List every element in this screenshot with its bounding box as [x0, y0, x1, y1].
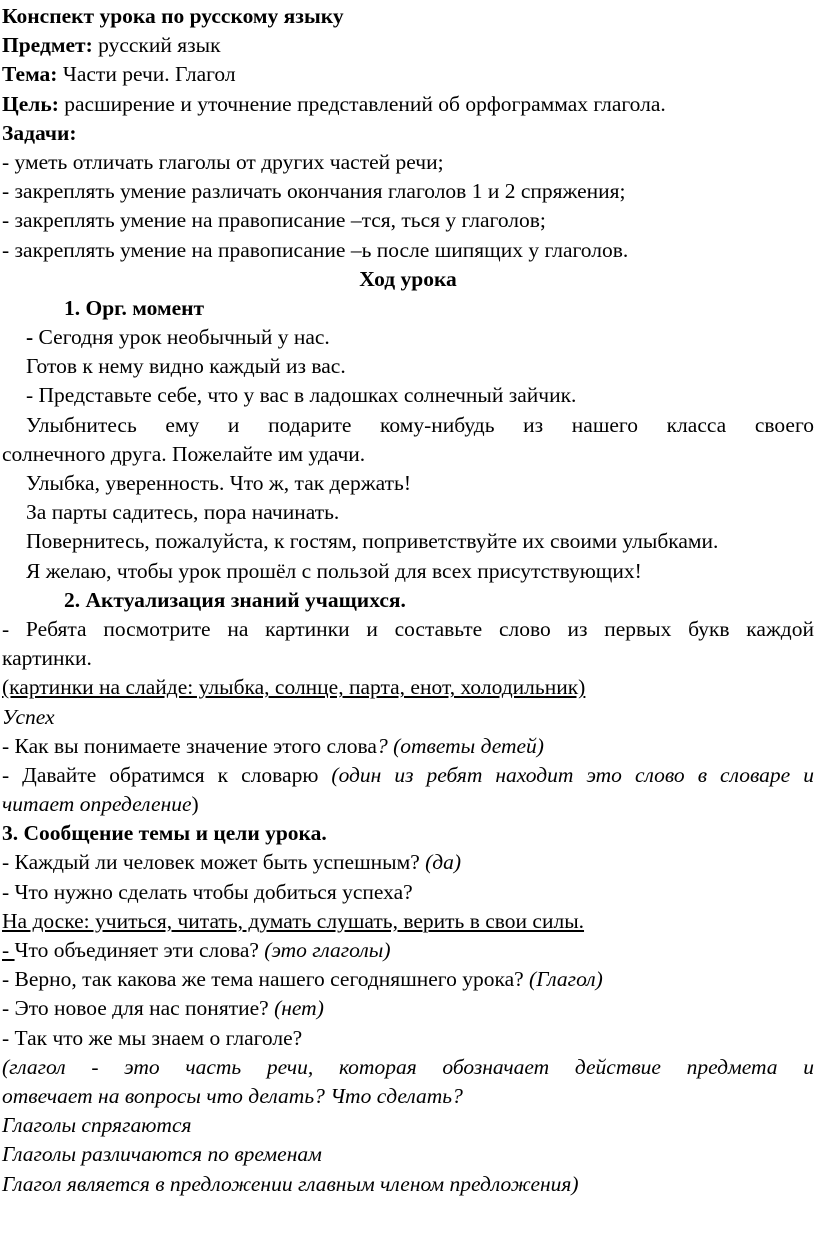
task-item: - закреплять умение на правописание –тся, ться у глаголов; — [2, 208, 546, 233]
section-1-line: - Представьте себе, что у вас в ладошках солнечный зайчик. — [26, 383, 577, 408]
answer-line: Глаголы спрягаются — [2, 1113, 192, 1138]
section-1-title: 1. Орг. момент — [64, 295, 205, 320]
task-item: - закреплять умение различать окончания глаголов 1 и 2 спряжения; — [2, 179, 626, 204]
subject-label: Предмет: — [2, 33, 93, 58]
section-1-line: Я желаю, чтобы урок прошёл с пользой для всех присутствующих! — [26, 558, 642, 583]
section-1-line: За парты садитесь, пора начинать. — [26, 500, 340, 525]
section-2-title: 2. Актуализация знаний учащихся. — [64, 587, 406, 612]
section-1-line: Повернитесь, пожалуйста, к гостям, поприветствуйте их своими улыбками. — [26, 529, 719, 554]
section-3-question — [2, 994, 814, 1023]
question-note: (Глагол) — [529, 967, 603, 992]
question-note: (один из ребят находит это слово в словаре и — [331, 762, 814, 787]
subject-value: русский язык — [92, 33, 221, 58]
topic-value: Части речи. Глагол — [57, 62, 236, 87]
section-3-question — [2, 848, 814, 877]
subject-line — [2, 31, 814, 60]
question-text: - Это новое для нас понятие? — [2, 996, 275, 1021]
section-1-line: Улыбка, уверенность. Что ж, так держать! — [26, 471, 411, 495]
section-3-question — [2, 936, 814, 965]
board-note: На доске: учиться, читать, думать слушать, верить в свои силы. — [2, 908, 585, 933]
answer-line: Глагол является в предложении главным членом предложения) — [2, 1171, 579, 1196]
section-1-text: Сегодня урок необычный у нас. — [38, 325, 330, 350]
section-2-intro: - Ребята посмотрите на картинки и составьте слово из первых букв каждой — [2, 616, 814, 641]
answer-line: отвечает на вопросы что делать? Что сделать? — [2, 1083, 463, 1108]
section-1-line — [2, 323, 814, 352]
question-text: - Каждый ли человек может быть успешным? — [2, 850, 426, 875]
document-title: Конспект урока по русскому языку — [2, 4, 344, 28]
slide-note: (картинки на слайде: улыбка, солнце, парта, енот, холодильник) — [2, 675, 586, 700]
question-note: ? (ответы детей) — [376, 733, 544, 758]
question-close: ) — [191, 792, 199, 817]
section-2-question — [2, 790, 814, 819]
section-3-question — [2, 965, 814, 994]
task-item: - уметь отличать глаголы от других частей речи; — [2, 149, 444, 174]
slide-note-line — [2, 673, 814, 702]
goal-label: Цель: — [2, 91, 59, 116]
tasks-label: Задачи: — [2, 120, 77, 145]
question-text: - Верно, так какова же тема нашего сегодняшнего урока? — [2, 967, 530, 992]
section-3-title: 3. Сообщение темы и цели урока. — [2, 821, 327, 846]
goal-value: расширение и уточнение представлений об орфограммах глагола. — [58, 91, 666, 116]
dash: - — [26, 325, 39, 350]
question-note: (да) — [425, 850, 462, 875]
question-note: (нет) — [274, 996, 324, 1021]
section-1-line: солнечного друга. Пожелайте им удачи. — [2, 441, 366, 466]
answer-line: Глаголы различаются по временам — [2, 1142, 322, 1167]
task-item: - закреплять умение на правописание –ь после шипящих у глаголов. — [2, 237, 629, 262]
question-note: (это глаголы) — [264, 938, 391, 962]
goal-line — [2, 90, 814, 119]
question-text: - Как вы понимаете значение этого слова — [2, 733, 377, 758]
section-1-line: Улыбнитесь ему и подарите кому-нибудь из нашего класса своего — [26, 412, 814, 437]
question-note: читает определение — [2, 792, 192, 817]
section-1-line: Готов к нему видно каждый из вас. — [26, 354, 346, 379]
lesson-heading: Ход урока — [359, 266, 457, 291]
topic-line — [2, 60, 814, 89]
topic-label: Тема: — [2, 62, 58, 87]
keyword: Успех — [2, 704, 55, 729]
section-3-question: - Что нужно сделать чтобы добиться успеха? — [2, 879, 413, 904]
dash: - — [2, 938, 15, 962]
answer-line: (глагол - это часть речи, которая обозначает действие предмета и — [2, 1054, 814, 1079]
section-3-question: - Так что же мы знаем о глаголе? — [2, 1025, 303, 1050]
question-text: Что объединяет эти слова? — [14, 938, 265, 962]
section-2-question — [2, 761, 814, 790]
board-note-line — [2, 907, 814, 936]
question-text: - Давайте обратимся к словарю — [2, 762, 332, 787]
section-2-intro: картинки. — [2, 646, 92, 671]
section-2-question — [2, 732, 814, 761]
